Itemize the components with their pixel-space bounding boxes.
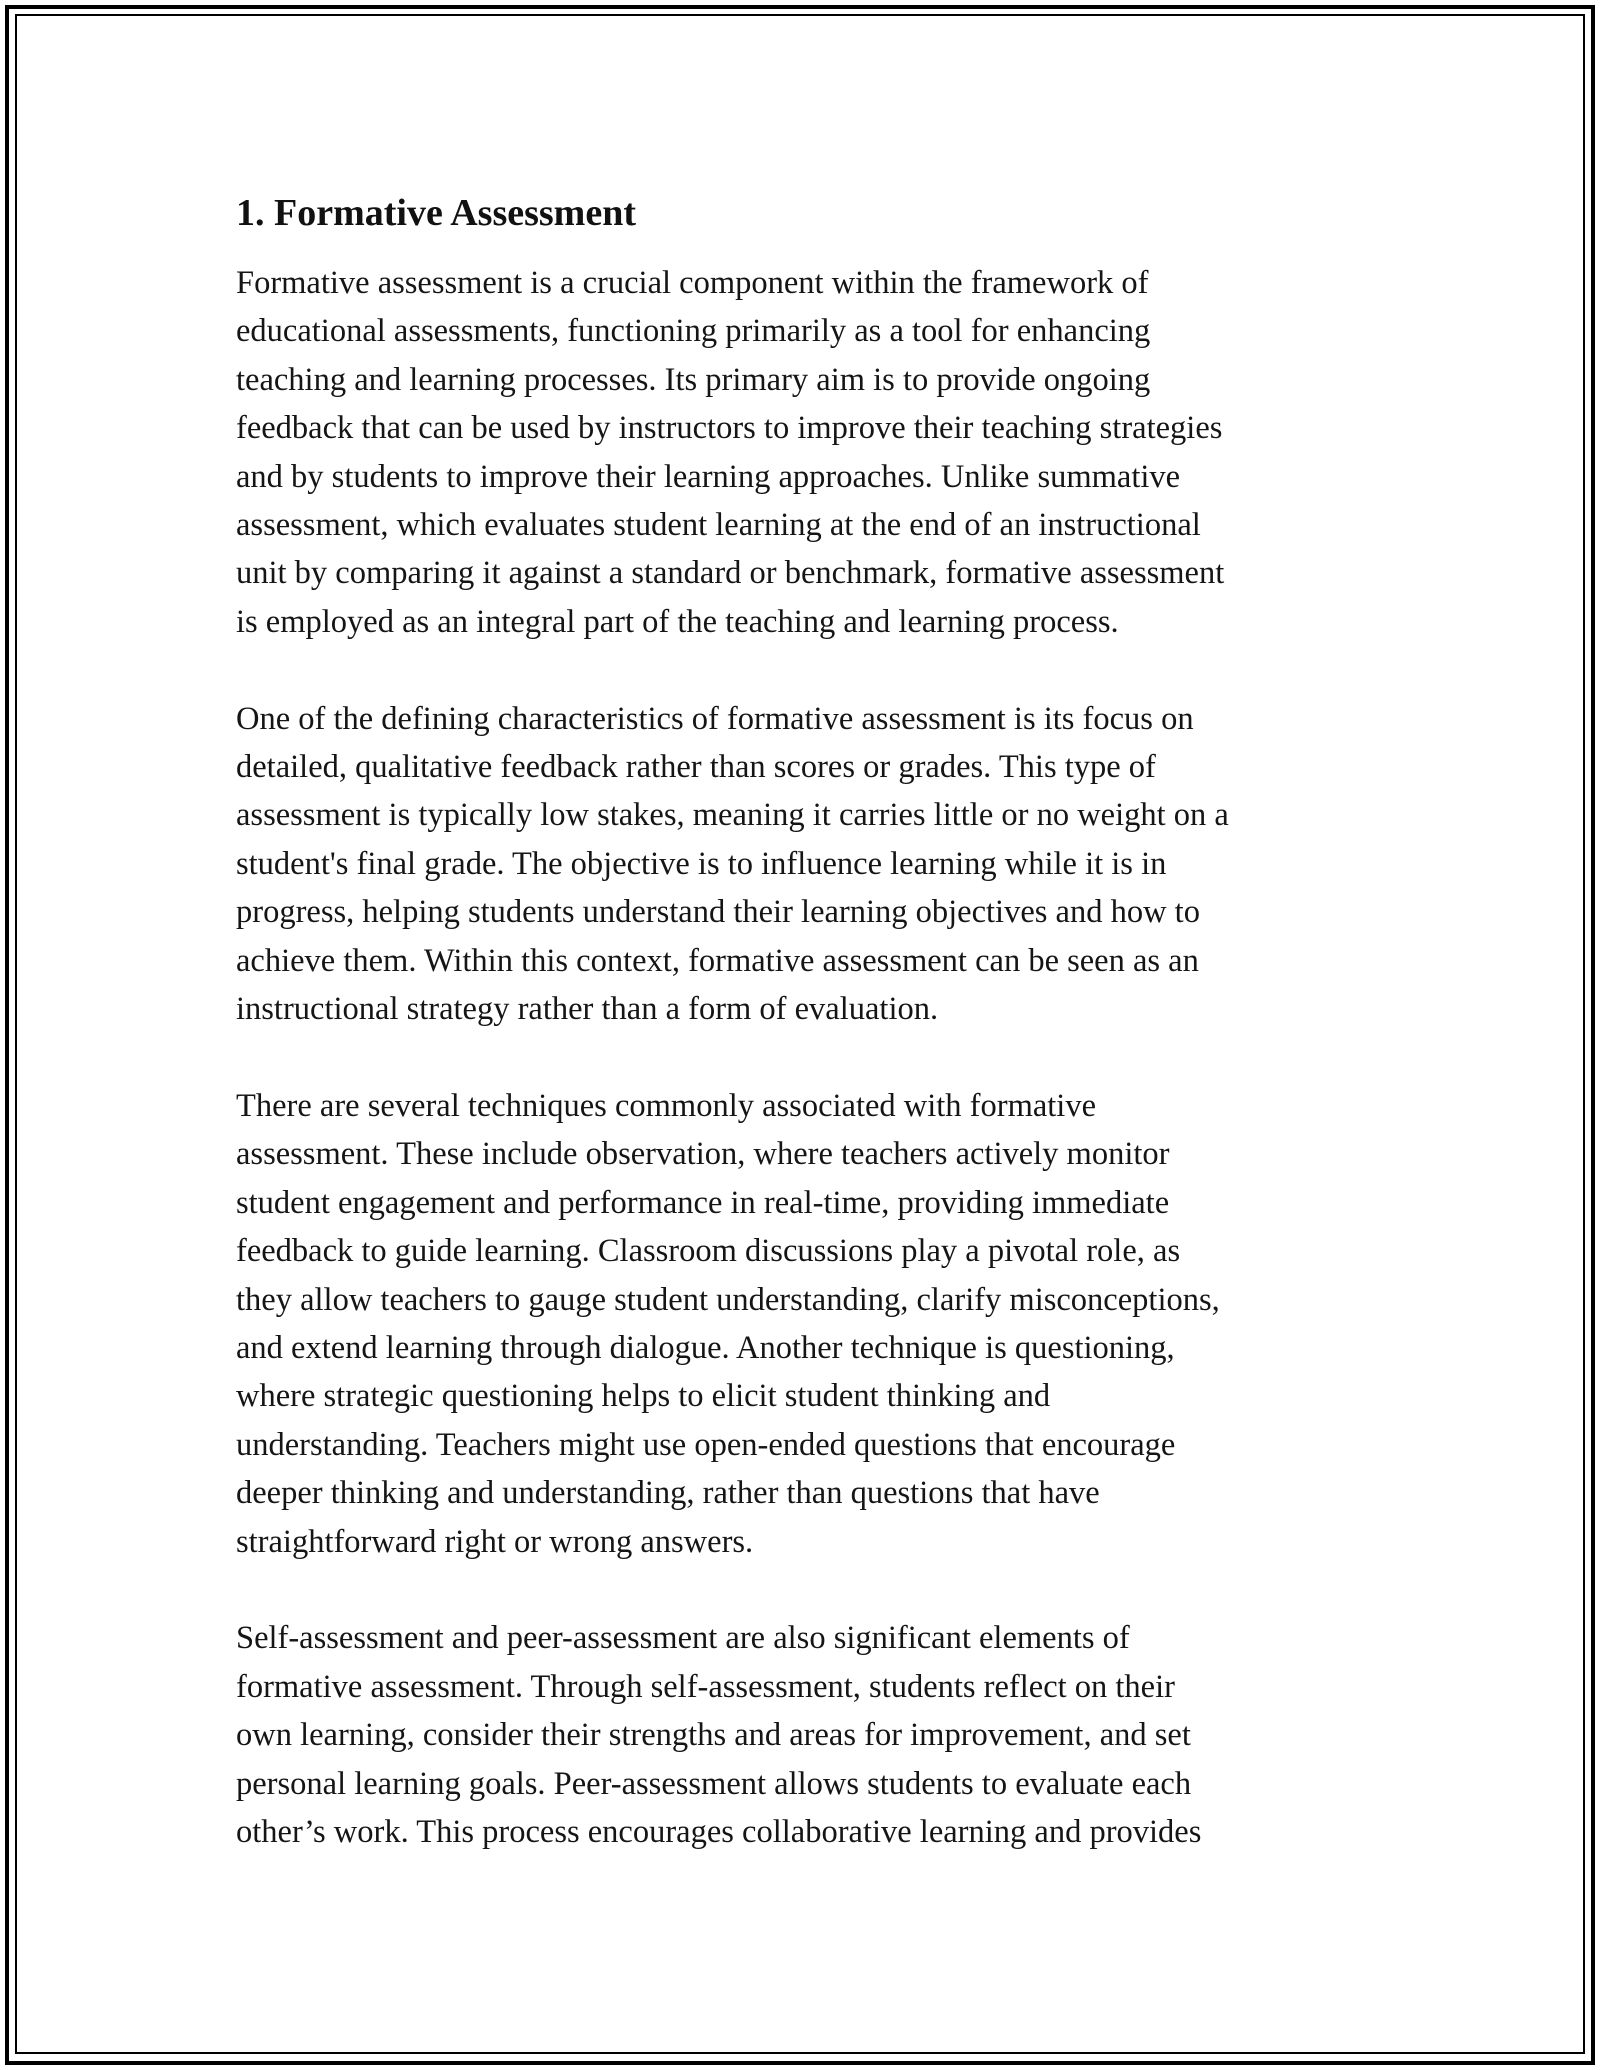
document-body bbox=[236, 185, 1366, 1856]
section-heading: 1. Formative Assessment bbox=[236, 192, 636, 234]
paragraph-1: Formative assessment is a crucial component within the framework of educational assessments, functioning primarily as a tool for enhancing teaching and learning processes. Its primary aim is to provide ongoing feedback that can be used by instructors to improve their teaching strategies and by students to improve their learning approaches. Unlike summative assessment, which evaluates student learning at the end of an instructional unit by comparing it against a standard or benchmark, formative assessment is employed as an integral part of the teaching and learning process. bbox=[236, 265, 1225, 640]
paragraph-4: Self-assessment and peer-assessment are also significant elements of formative assessment. Through self-assessment, students reflect on their own learning, consider their strengths and areas for improvement, and set personal learning goals. Peer-assessment allows students to evaluate each other’s work. This process encourages collaborative learning and provides bbox=[236, 1620, 1202, 1850]
paragraph-2: One of the defining characteristics of formative assessment is its focus on detailed, qualitative feedback rather than scores or grades. This type of assessment is typically low stakes, meaning it carries little or no weight on a student's final grade. The objective is to influence learning while it is in progress, helping students understand their learning objectives and how to achieve them. Within this context, formative assessment can be seen as an instructional strategy rather than a form of evaluation. bbox=[236, 700, 1229, 1028]
paragraph-3: There are several techniques commonly associated with formative assessment. These include observation, where teachers actively monitor student engagement and performance in real-time, providing immediate feedback to guide learning. Classroom discussions play a pivotal role, as they allow teachers to gauge student understanding, clarify misconceptions, and extend learning through dialogue. Another technique is questioning, where strategic questioning helps to elicit student thinking and understanding. Teachers might use open-ended questions that encourage deeper thinking and understanding, rather than questions that have straightforward right or wrong answers. bbox=[236, 1087, 1220, 1560]
